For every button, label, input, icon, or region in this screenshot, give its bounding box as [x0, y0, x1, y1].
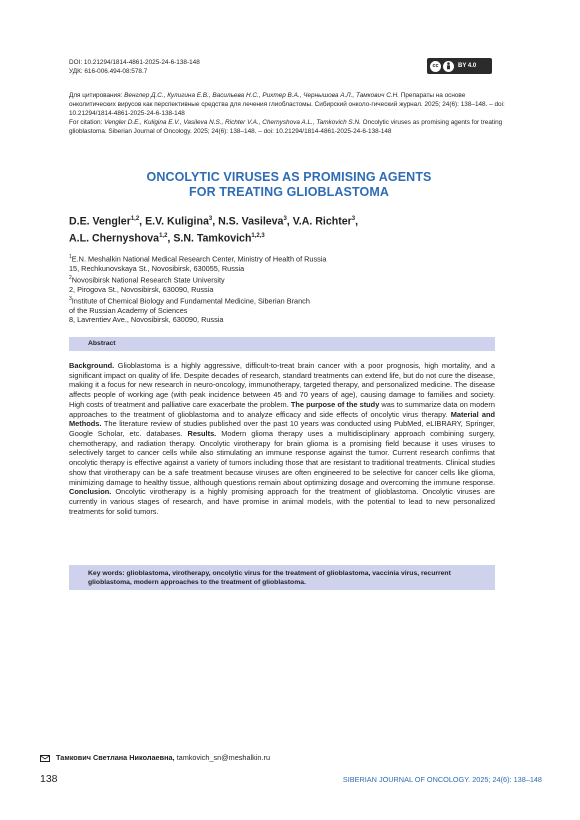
background-label: Background.: [69, 361, 115, 370]
affiliations: [69, 253, 509, 325]
abstract-heading: Abstract: [88, 340, 116, 347]
author-name: S.N. Tamkovich: [173, 232, 252, 245]
udc-line: УДК: 616-006.494-08:578.7: [69, 68, 148, 76]
citation-en-authors: Vengler D.E., Kuligina E.V., Vasileva N.S., Richter V.A., Chernyshova A.L., Tamkovich S.N.: [104, 118, 361, 126]
author-affil-sup: 3: [283, 216, 287, 222]
article-title: [69, 170, 509, 199]
author-name: V.A. Richter: [292, 215, 352, 228]
affiliation-2: [69, 274, 509, 285]
author-name: N.S. Vasileva: [218, 215, 284, 228]
author-separator: ,: [167, 232, 174, 245]
citation-ru: [69, 92, 509, 119]
envelope-icon: [40, 755, 50, 762]
journal-footer: SIBERIAN JOURNAL OF ONCOLOGY. 2025; 24(6): 138–148: [342, 775, 542, 784]
cc-icon: cc: [430, 61, 441, 72]
abstract-heading-bar: [69, 337, 495, 351]
citation-ru-authors: Венглер Д.С., Кулигина Е.В., Васильева Н.С., Рихтер В.А., Чернышова А.Л., Тамкович С.Н.: [124, 92, 399, 99]
title-line-2: FOR TREATING GLIOBLASTOMA: [189, 184, 389, 199]
doi-line[interactable]: DOI: 10.21294/1814-4861-2025-24-6-138-148: [69, 59, 200, 66]
methods-label: Material and Methods.: [69, 409, 495, 429]
page-number: 138: [40, 773, 58, 785]
author-affil-sup: 3: [351, 216, 356, 222]
author-separator: ,: [212, 215, 219, 228]
author-separator: ,: [139, 215, 146, 228]
affiliation-3: [69, 295, 509, 306]
background-text: Glioblastoma is a highly aggressive, difficult-to-treat brain cancer with a poor prognosis, high mortality, and a significant impact on quality of life. Despite decades of research, standard treatments can extend life, but do not cure the disease, making it a focus for new research in neuro-oncology, immunotherapy, targeted therapy, and personalized medicine. The disease affects people of working age (with peak incidence between 45 and 70 years of age), causing damage to families and society. High costs of treatment and palliative care exacerbate the problem.: [69, 361, 495, 409]
author-list: [69, 212, 509, 247]
author-affil-sup: 3: [208, 216, 213, 222]
purpose-text: was to summarize data on modern approaches to the treatment of glioblastoma and to analyze efficacy and side effects of oncolytic virus therapy.: [69, 399, 495, 419]
affiliation-2-address: 2, Pirogova St., Novosibirsk, 630090, Russia: [69, 284, 214, 294]
contact-name: Тамкович Светлана Николаевна,: [56, 753, 175, 762]
keywords-text: Key words: glioblastoma, virotherapy, oncolytic virus for the treatment of glioblastoma, vaccinia virus, recurrent glioblastoma, modern approaches to the treatment of glioblastoma.: [88, 570, 451, 586]
results-label: Results.: [187, 429, 217, 439]
conclusion-label: Conclusion.: [69, 487, 112, 497]
citation-en-text: Oncolytic viruses as promising agents for treating glioblastoma. Siberian Journal of Oncology. 2025; 24(6): 138–148. – doi: 10.21294/1814-4861-2025-24-6-138-148: [69, 118, 503, 135]
citation-en-prefix: For citation:: [69, 118, 105, 126]
citation-en: [69, 119, 509, 137]
purpose-label: The purpose of the study: [290, 399, 380, 409]
author-name: E.V. Kuligina: [145, 215, 209, 228]
author-name: A.L. Chernyshova: [69, 232, 160, 245]
methods-text: The literature review of studies published over the past 10 years was conducted using PubMed, eLIBRARY, Springer, Google Scholar, etc. databases.: [69, 419, 495, 439]
author-separator: ,: [355, 215, 359, 228]
affiliation-1: [69, 253, 509, 264]
affiliation-3-cont: of the Russian Academy of Sciences: [69, 305, 188, 315]
author-line-1: [69, 212, 509, 229]
citation-ru-prefix: Для цитирования:: [69, 92, 125, 99]
author-affil-sup: 1,2,3: [251, 233, 265, 240]
keywords-box: [69, 565, 495, 590]
author-affil-sup: 1,2: [159, 233, 168, 240]
conclusion-text: Oncolytic virotherapy is a highly promising approach for the treatment of glioblastoma. Oncolytic viruses are currently in various stages of research, and have promise in animal models, with the potential to lead to new personalized treatments for solid tumors.: [69, 487, 495, 516]
corresponding-author: [40, 753, 270, 762]
affil-text: E.N. Meshalkin National Medical Research Center, Ministry of Health of Russia: [71, 254, 327, 264]
author-line-2: [69, 229, 509, 246]
affil-sup: 3: [69, 295, 72, 302]
attribution-person-icon: [443, 61, 454, 72]
license-label: BY 4.0: [458, 63, 477, 69]
author-separator: ,: [286, 215, 293, 228]
author-affil-sup: 1,2: [130, 216, 140, 222]
cc-license-badge[interactable]: [427, 58, 492, 74]
affil-text: Novosibirsk National Research State University: [71, 275, 225, 285]
affiliation-3-address: 8, Lavrentiev Ave., Novosibirsk, 630090, Russia: [69, 315, 224, 325]
citation-ru-text: Препараты на основе онколитических вирусов как перспективные средства для лечения глиобластомы. Сибирский онколо-гический журнал. 2025; 24(6): 138–148. – doi: 10.21294/1814-4861-2025-24-6-138-148: [69, 92, 505, 117]
citation-block: [69, 92, 509, 137]
affiliation-1-address: 15, Rechkunovskaya St., Novosibirsk, 630055, Russia: [69, 264, 245, 274]
affil-sup: 1: [69, 254, 72, 260]
title-line-1: ONCOLYTIC VIRUSES AS PROMISING AGENTS: [146, 170, 432, 184]
author-name: D.E. Vengler: [69, 215, 131, 228]
affil-sup: 2: [69, 274, 72, 281]
contact-email[interactable]: tamkovich_sn@meshalkin.ru: [174, 753, 271, 762]
abstract-body: [69, 361, 495, 517]
affil-text: Institute of Chemical Biology and Fundamental Medicine, Siberian Branch: [71, 296, 310, 306]
article-meta: [69, 58, 200, 77]
results-text: Modern glioma therapy uses a multidisciplinary approach combining surgery, chemotherapy, and radiation therapy. Oncolytic virotherapy for brain glioma is a promising field because it uses viruses to selectively target to cancer cells while also stimulating an immune response against the tumor. Current research confirms that oncolytic therapy is effective against a variety of tumors including those that are resistant to traditional treatments. Clinical studies show that virotherapy can be a safe treatment because viruses are often engineered to be selective for cancer cells like glioma, minimizing damage to healthy tissue, although questions remain about optimizing dosage and overcoming the immune response.: [69, 429, 495, 487]
